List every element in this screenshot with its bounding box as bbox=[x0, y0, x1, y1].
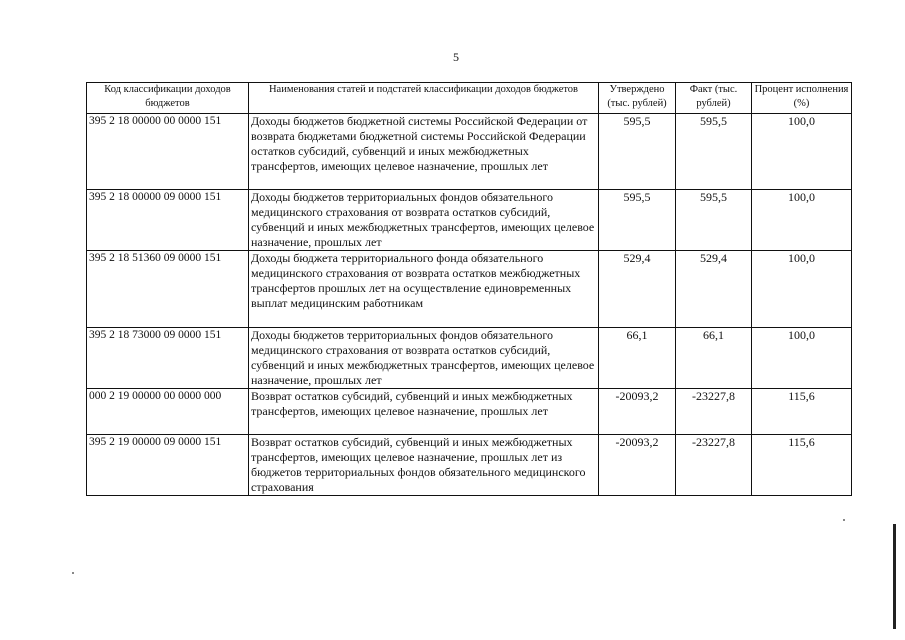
row-name: Возврат остатков субсидий, субвенций и иных межбюджетных трансфертов, имеющих целевое назначение, прошлых лет из бюджетов территориальных фондов обязательного медицинского страхования bbox=[249, 435, 599, 496]
scan-speck bbox=[72, 572, 74, 574]
row-percent: 115,6 bbox=[752, 389, 852, 435]
row-actual: 66,1 bbox=[676, 328, 752, 389]
header-actual: Факт (тыс. рублей) bbox=[676, 83, 752, 114]
row-name: Доходы бюджетов бюджетной системы Российской Федерации от возврата бюджетами бюджетной системы Российской Федерации остатков субсидий, субвенций и иных межбюджетных трансфертов, имеющих целевое назначение, прошлых лет bbox=[249, 114, 599, 190]
row-approved: 595,5 bbox=[599, 190, 676, 251]
row-name: Доходы бюджетов территориальных фондов обязательного медицинского страхования от возврата остатков субсидий, субвенций и иных межбюджетных трансфертов, имеющих целевое назначение, прошлых лет bbox=[249, 328, 599, 389]
table-row bbox=[87, 114, 852, 190]
row-percent: 100,0 bbox=[752, 251, 852, 328]
page-number: 5 bbox=[453, 50, 459, 64]
row-actual: 529,4 bbox=[676, 251, 752, 328]
row-percent: 100,0 bbox=[752, 190, 852, 251]
table-row bbox=[87, 190, 852, 251]
row-approved: 595,5 bbox=[599, 114, 676, 190]
scan-edge-line bbox=[893, 524, 896, 629]
table-header-row bbox=[87, 83, 852, 114]
row-approved: -20093,2 bbox=[599, 435, 676, 496]
row-percent: 100,0 bbox=[752, 328, 852, 389]
row-code: 395 2 19 00000 09 0000 151 bbox=[87, 435, 249, 496]
row-approved: -20093,2 bbox=[599, 389, 676, 435]
row-name: Доходы бюджета территориального фонда обязательного медицинского страхования от возврата остатков межбюджетных трансфертов прошлых лет на осуществление единовременных выплат медицинским работникам bbox=[249, 251, 599, 328]
row-approved: 529,4 bbox=[599, 251, 676, 328]
row-percent: 115,6 bbox=[752, 435, 852, 496]
row-actual: 595,5 bbox=[676, 190, 752, 251]
table-row bbox=[87, 251, 852, 328]
header-percent: Процент исполнения (%) bbox=[752, 83, 852, 114]
header-name: Наименования статей и подстатей классификации доходов бюджетов bbox=[249, 83, 599, 114]
row-code: 395 2 18 00000 00 0000 151 bbox=[87, 114, 249, 190]
row-actual: 595,5 bbox=[676, 114, 752, 190]
budget-revenue-table bbox=[86, 82, 852, 496]
row-name: Возврат остатков субсидий, субвенций и иных межбюджетных трансфертов, имеющих целевое назначение, прошлых лет bbox=[249, 389, 599, 435]
table-row bbox=[87, 389, 852, 435]
header-approved: Утверждено (тыс. рублей) bbox=[599, 83, 676, 114]
row-actual: -23227,8 bbox=[676, 389, 752, 435]
row-code: 000 2 19 00000 00 0000 000 bbox=[87, 389, 249, 435]
row-percent: 100,0 bbox=[752, 114, 852, 190]
row-code: 395 2 18 51360 09 0000 151 bbox=[87, 251, 249, 328]
row-code: 395 2 18 00000 09 0000 151 bbox=[87, 190, 249, 251]
row-approved: 66,1 bbox=[599, 328, 676, 389]
table-row bbox=[87, 328, 852, 389]
scan-speck bbox=[843, 519, 845, 521]
row-name: Доходы бюджетов территориальных фондов обязательного медицинского страхования от возврата остатков субсидий, субвенций и иных межбюджетных трансфертов, имеющих целевое назначение, прошлых лет bbox=[249, 190, 599, 251]
header-code: Код классификации доходов бюджетов bbox=[87, 83, 249, 114]
row-actual: -23227,8 bbox=[676, 435, 752, 496]
row-code: 395 2 18 73000 09 0000 151 bbox=[87, 328, 249, 389]
table-row bbox=[87, 435, 852, 496]
